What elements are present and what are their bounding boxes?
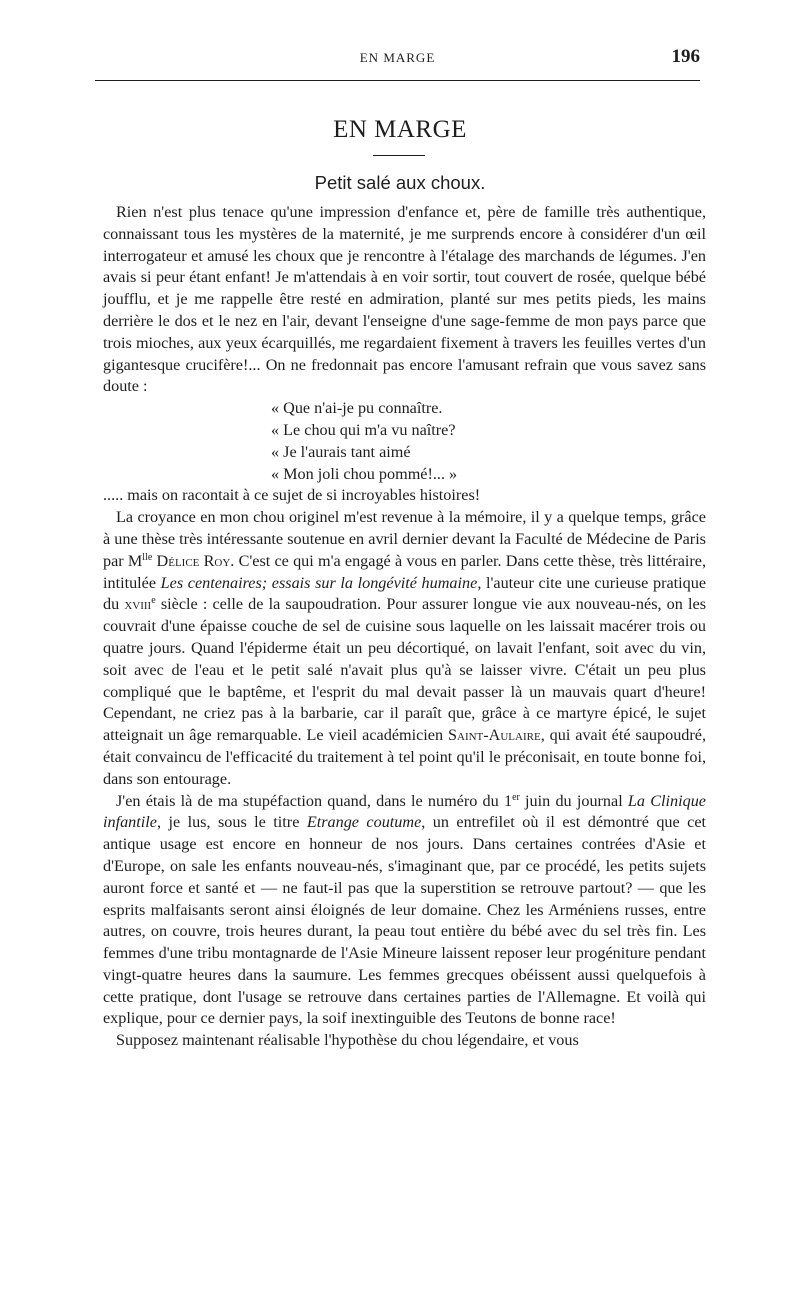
verse-line-3: « Je l'aurais tant aimé	[271, 442, 411, 461]
paragraph-5: Supposez maintenant réalisable l'hypothèse du chou légendaire, et vous	[116, 1031, 579, 1050]
header-rule	[95, 80, 700, 81]
verse-line-4: « Mon joli chou pommé!... »	[271, 464, 458, 483]
section-title: EN MARGE	[333, 116, 467, 143]
century: xviii	[124, 595, 152, 614]
paragraph-1: Rien n'est plus tenace qu'une impression d'enfance et, père de famille très authentique, connaissant tous les mystères de la maternité, je me surprends encore à considérer d'un œil interrogateur et amusé les choux que je rencontre à l'étalage des marchands de légumes. J'en avais si peur étant enfant! Je m'attendais à en voir sortir, tout couvert de rosée, quelque bébé joufflu, et je me rappelle être resté en admiration, planté sur mes petits pieds, les mains derrière le dos et le nez en l'air, devant l'enseigne d'une sage-femme de mon pays parce que trois mioches, aux yeux écarquillés, me regardaient fixement à travers les feuilles vertes d'un gigantesque crucifère!... On ne fredonnait pas encore l'amusant refrain que vous savez sans doute :	[103, 203, 706, 396]
article-reference: Etrange coutume	[306, 813, 422, 832]
p4-text-b: juin du journal	[519, 791, 628, 810]
verse-line-2: « Le chou qui m'a vu naître?	[271, 420, 456, 439]
academician-name: Saint-Aulaire	[448, 726, 541, 745]
p3-text-a: La croyance en mon chou originel m'est revenue à la mémoire, il y a quelque temps, grâce à une thèse très intéressante soutenue en avril dernier devant la Faculté de Médecine de Paris par M	[103, 508, 706, 570]
running-header	[95, 46, 700, 72]
paragraph-3	[103, 507, 706, 790]
p3-text-e: , qui avait été saupoudré, était convaincu de l'efficacité du traitement à tel point qu'il le préconisait, en toute bonne foi, dans son entourage.	[103, 726, 707, 788]
p3-text-c: , l'auteur cite une curieuse pratique du	[103, 573, 707, 614]
title-rule	[373, 155, 425, 156]
p4-sup-er: er	[512, 791, 520, 803]
verse-line-1: « Que n'ai-je pu connaître.	[271, 399, 443, 418]
p3-text-d: siècle : celle de la saupoudration. Pour assurer longue vie aux nouveau-nés, on les couvrait d'une épaisse couche de sel de cuisine sous laquelle on les laissait macérer trois ou quatre jours. Quand l'épiderme était un peu décortiqué, on lavait l'enfant, soit avec du vin, soit avec de l'eau et le petit salé n'avait plus qu'à se laisser vivre. C'était un peu plus compliqué que le baptême, et l'esprit du mal devait passer là un mauvais quart d'heure! Cependant, ne criez pas à la barbarie, car il paraît que, grâce à ce martyre épicé, le sujet atteignait un âge remarquable. Le vieil académicien	[103, 595, 706, 745]
journal-title: La Clinique infantile	[103, 791, 706, 832]
p4-text-d: , un entrefilet où il est démontré que cet antique usage est encore en honneur de nos jours. Dans certaines contrées d'Asie et d'Europe, on sale les enfants nouveau-nés, s'imaginant que, par ce procédé, les petits sujets auront force et santé et — ne faut-il pas que la superstition se retrouve partout? — que les esprits malfaisants seront ainsi éloignés de leur domaine. Chez les Arméniens russes, entre autres, on couvre, trois heures durant, la peau tout entière du bébé avec du sel très fin. Les femmes d'une tribu montagnarde de l'Asie Mineure laissent reposer leur progéniture pendant vingt-quatre heures dans la saumure. Les femmes grecques obéissent aussi quelquefois à cette pratique, dont l'usage se retrouve dans certaines parties de l'Allemagne. Et voilà qui explique, pour ce dernier pays, la soif inextinguible des Teutons de bonne race!	[103, 813, 707, 1028]
thesis-author: Délice Roy	[156, 551, 231, 570]
p4-text-c: , je lus, sous le titre	[156, 813, 307, 832]
page-number: 196	[671, 46, 700, 67]
article-title: Petit salé aux choux.	[314, 172, 486, 193]
paragraph-2: ..... mais on racontait à ce sujet de si incroyables histoires!	[103, 486, 481, 505]
p4-text-a: J'en étais là de ma stupéfaction quand, dans le numéro du 1	[116, 791, 513, 810]
p3-text-b: . C'est ce qui m'a engagé à vous en parler. Dans cette thèse, très littéraire, intitulée	[103, 551, 707, 592]
article-body	[103, 202, 706, 1052]
p3-sup-mlle: lle	[142, 551, 153, 563]
thesis-title: Les centenaires; essais sur la longévité humaine	[160, 573, 478, 592]
century-sup: e	[151, 595, 156, 607]
running-title: EN MARGE	[359, 50, 436, 65]
paragraph-4	[103, 791, 706, 1031]
